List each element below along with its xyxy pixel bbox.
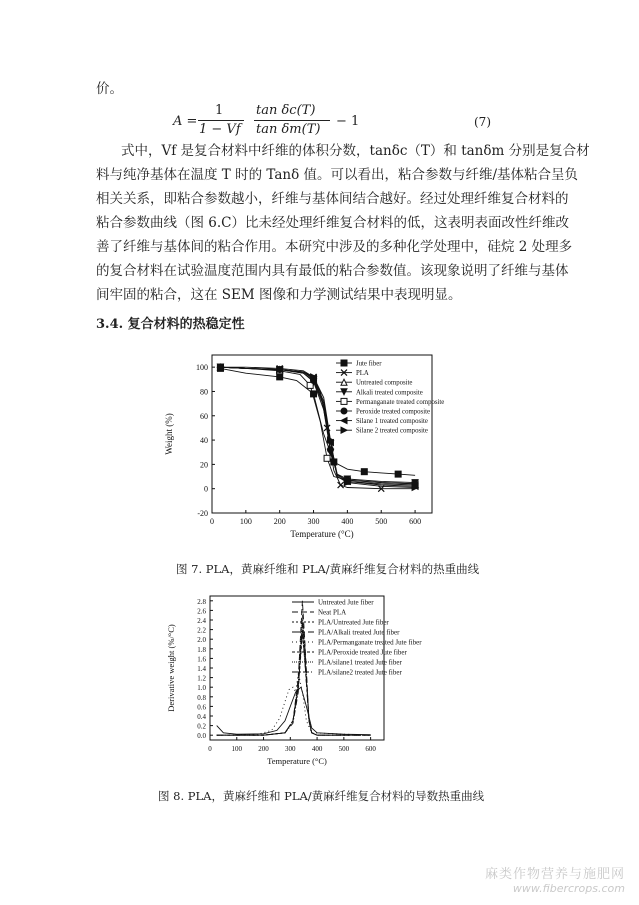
y-tick-label: 0 (204, 484, 208, 494)
legend-label: Permanganate treated composite (356, 398, 445, 406)
figure-7-caption: 图 7. PLA，黄麻纤维和 PLA/黄麻纤维复合材料的热重曲线 (176, 562, 480, 576)
legend-marker (341, 360, 347, 366)
watermark (485, 863, 625, 895)
x-tick-label: 100 (239, 517, 252, 526)
paragraph-line: 相关关系，即粘合参数越小，纤维与基体间结合越好。经过处理纤维复合材料的 (96, 191, 569, 207)
legend-label: PLA/Alkali treated Jute fiber (318, 628, 400, 637)
x-axis-label: Temperature (°C) (267, 756, 327, 766)
eq-lhs: A = (173, 114, 198, 129)
legend-label: PLA (356, 370, 369, 378)
paragraph-line: 式中，Vf 是复合材料中纤维的体积分数，tanδc（T）和 tanδm 分别是复合材 (121, 143, 590, 159)
paragraph-line: 粘合参数曲线（图 6.C）比未经处理纤维复合材料的低，这表明表面改性纤维改 (96, 215, 569, 231)
figure-8-caption: 图 8. PLA，黄麻纤维和 PLA/黄麻纤维复合材料的导数热重曲线 (158, 789, 485, 803)
figure-8-chart (162, 588, 462, 783)
legend-label: PLA/Untreated Jute fiber (318, 618, 389, 627)
y-tick-label: 2.2 (197, 626, 206, 635)
series-point (324, 455, 330, 461)
y-tick-label: 80 (200, 387, 208, 397)
eq-number: (7) (474, 115, 491, 129)
y-tick-label: 0.6 (197, 703, 206, 712)
eq-fraction-bar-1 (198, 120, 244, 121)
x-axis-label: Temperature (°C) (290, 529, 354, 539)
legend-marker (341, 418, 347, 424)
legend-label: PLA/Permanganate treated Jute fiber (318, 638, 422, 647)
eq-num1: 1 (215, 103, 224, 118)
legend-label: Alkali treated composite (356, 389, 423, 397)
x-tick-label: 400 (341, 517, 354, 526)
legend-label: Untreated composite (356, 379, 413, 387)
x-tick-label: 0 (210, 517, 214, 526)
paragraph-line: 间牢固的粘合，这在 SEM 图像和力学测试结果中表现明显。 (96, 287, 462, 303)
y-tick-label: 2.4 (197, 617, 206, 625)
eq-num2: tan δc(T) (256, 103, 316, 118)
series-point (338, 482, 344, 488)
legend-label: PLA/silane2 treated Jute fiber (318, 668, 402, 677)
legend-label: Jute fiber (356, 360, 382, 368)
eq-den1: 1 − Vf (199, 122, 241, 137)
legend-marker (341, 398, 347, 404)
y-axis-label: Derivative weight (%/°C) (166, 624, 176, 712)
series-line (217, 687, 371, 735)
x-tick-label: 100 (231, 745, 243, 753)
paragraph-line: 善了纤维与基体间的粘合作用。本研究中涉及的多种化学处理中，硅烷 2 处理多 (96, 239, 573, 255)
y-tick-label: 20 (200, 460, 208, 470)
y-tick-label: 1.4 (197, 665, 206, 673)
y-tick-label: 40 (200, 436, 208, 446)
x-tick-label: 600 (365, 745, 376, 753)
x-tick-label: 500 (375, 517, 388, 526)
legend-label: Silane 2 treated composite (356, 427, 428, 435)
x-tick-label: 200 (258, 745, 269, 753)
series-point (277, 374, 283, 380)
y-tick-label: 0.0 (197, 732, 206, 741)
legend-label: PLA/silane1 treated Jute fiber (318, 658, 402, 667)
y-tick-label: 60 (200, 411, 208, 421)
y-tick-label: 1.6 (197, 655, 206, 664)
paragraph-line: 料与纯净基体在温度 T 时的 Tanδ 值。可以看出，粘合参数与纤维/基体粘合呈负 (96, 167, 579, 183)
y-tick-label: 1.0 (197, 684, 206, 693)
legend-marker (341, 427, 347, 433)
eq-den2: tan δm(T) (256, 122, 321, 137)
legend-label: Untreated Jute fiber (318, 598, 374, 607)
y-axis-label: Weight (%) (164, 413, 174, 455)
legend-label: Neat PLA (318, 608, 347, 617)
series-point (395, 471, 401, 477)
eq-fraction-bar-2 (254, 120, 330, 121)
y-tick-label: 2.0 (197, 636, 206, 645)
y-tick-label: 0.4 (197, 713, 206, 721)
y-tick-label: 2.6 (197, 607, 206, 616)
x-tick-label: 0 (208, 745, 212, 753)
legend-label: Peroxide treated composite (356, 408, 430, 416)
watermark-text: 麻类作物营养与施肥网 (484, 867, 625, 882)
x-tick-label: 600 (409, 517, 422, 526)
eq-tail: − 1 (336, 114, 360, 129)
series-point (361, 469, 367, 475)
x-tick-label: 300 (285, 745, 296, 753)
y-tick-label: 1.8 (197, 645, 206, 654)
legend-marker (341, 408, 347, 414)
figure-7-chart (160, 345, 490, 555)
section-title: 3.4. 复合材料的热稳定性 (96, 317, 245, 332)
y-tick-label: 2.8 (197, 597, 206, 606)
paragraph-line: 的复合材料在试验温度范围内具有最低的粘合参数值。该现象说明了纤维与基体 (96, 263, 569, 279)
watermark-url: www.fibercrops.com (512, 882, 625, 895)
y-tick-label: -20 (197, 509, 208, 518)
y-tick-label: 1.2 (197, 674, 206, 683)
legend-label: Silane 1 treated composite (356, 418, 428, 426)
legend-label: PLA/Peroxide treated Jute fiber (318, 648, 407, 657)
y-tick-label: 0.8 (197, 693, 206, 702)
y-tick-label: 0.2 (197, 722, 206, 731)
series-line (217, 673, 371, 735)
x-tick-label: 300 (307, 517, 320, 526)
text-line-0: 价。 (96, 81, 123, 97)
x-tick-label: 500 (338, 745, 350, 753)
x-tick-label: 200 (273, 517, 286, 526)
y-tick-label: 100 (196, 363, 208, 373)
x-tick-label: 400 (311, 745, 323, 753)
